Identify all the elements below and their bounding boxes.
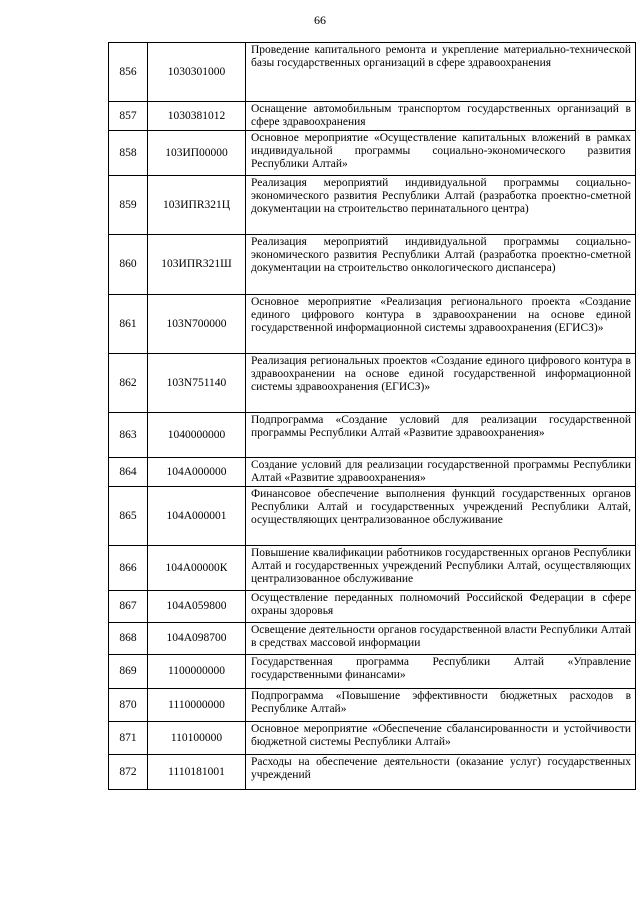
item-name-cell: Финансовое обеспечение выполнения функций государственных органов Республики Алтай и государственных учреждений Республики Алтай, осуществляющих централизованное обслуживание bbox=[246, 487, 636, 546]
table-row bbox=[109, 354, 636, 413]
budget-code-cell: 103ИПR321Ш bbox=[148, 235, 246, 295]
table-row bbox=[109, 102, 636, 131]
table-row bbox=[109, 623, 636, 655]
table-row bbox=[109, 235, 636, 295]
table-row bbox=[109, 458, 636, 487]
table-row bbox=[109, 176, 636, 235]
budget-code-cell: 110100000 bbox=[148, 722, 246, 755]
budget-code-cell: 104А00000К bbox=[148, 546, 246, 591]
row-number-cell: 867 bbox=[109, 591, 148, 623]
budget-code-cell: 104А000001 bbox=[148, 487, 246, 546]
item-name-cell: Основное мероприятие «Осуществление капитальных вложений в рамках индивидуальной программы социально-экономического развития Республики Алтай» bbox=[246, 131, 636, 176]
item-name-cell: Расходы на обеспечение деятельности (оказание услуг) государственных учреждений bbox=[246, 755, 636, 790]
row-number-cell: 863 bbox=[109, 413, 148, 458]
item-name-cell: Государственная программа Республики Алтай «Управление государственными финансами» bbox=[246, 655, 636, 689]
table-row bbox=[109, 591, 636, 623]
item-name-cell: Проведение капитального ремонта и укрепление материально-технической базы государственных организаций в сфере здравоохранения bbox=[246, 43, 636, 102]
table-row bbox=[109, 487, 636, 546]
budget-code-cell: 1110000000 bbox=[148, 689, 246, 722]
row-number-cell: 872 bbox=[109, 755, 148, 790]
table-row bbox=[109, 546, 636, 591]
item-name-cell: Основное мероприятие «Реализация регионального проекта «Создание единого цифрового контура в здравоохранении на основе единой государственной информационной системы здравоохранения (ЕГИСЗ)» bbox=[246, 295, 636, 354]
table-row bbox=[109, 43, 636, 102]
item-name-cell: Освещение деятельности органов государственной власти Республики Алтай в средствах массовой информации bbox=[246, 623, 636, 655]
table-row bbox=[109, 689, 636, 722]
item-name-cell: Повышение квалификации работников государственных органов Республики Алтай и государственных учреждений Республики Алтай, осуществляющих централизованное обслуживание bbox=[246, 546, 636, 591]
budget-code-cell: 103ИПR321Ц bbox=[148, 176, 246, 235]
budget-code-cell: 104А000000 bbox=[148, 458, 246, 487]
row-number-cell: 856 bbox=[109, 43, 148, 102]
row-number-cell: 861 bbox=[109, 295, 148, 354]
row-number-cell: 869 bbox=[109, 655, 148, 689]
item-name-cell: Оснащение автомобильным транспортом государственных организаций в сфере здравоохранения bbox=[246, 102, 636, 131]
row-number-cell: 857 bbox=[109, 102, 148, 131]
budget-code-cell: 1030301000 bbox=[148, 43, 246, 102]
item-name-cell: Основное мероприятие «Обеспечение сбалансированности и устойчивости бюджетной системы Республики Алтай» bbox=[246, 722, 636, 755]
budget-code-cell: 1110181001 bbox=[148, 755, 246, 790]
row-number-cell: 866 bbox=[109, 546, 148, 591]
budget-code-cell: 103N700000 bbox=[148, 295, 246, 354]
budget-code-cell: 104А059800 bbox=[148, 591, 246, 623]
table-row bbox=[109, 413, 636, 458]
row-number-cell: 862 bbox=[109, 354, 148, 413]
row-number-cell: 871 bbox=[109, 722, 148, 755]
budget-classification-table bbox=[108, 42, 636, 790]
budget-code-cell: 1100000000 bbox=[148, 655, 246, 689]
item-name-cell: Реализация мероприятий индивидуальной программы социально-экономического развития Республики Алтай (разработка проектно-сметной документации на строительство перинатального центра) bbox=[246, 176, 636, 235]
row-number-cell: 859 bbox=[109, 176, 148, 235]
table-row bbox=[109, 295, 636, 354]
row-number-cell: 858 bbox=[109, 131, 148, 176]
budget-code-cell: 103N751140 bbox=[148, 354, 246, 413]
row-number-cell: 865 bbox=[109, 487, 148, 546]
item-name-cell: Подпрограмма «Повышение эффективности бюджетных расходов в Республике Алтай» bbox=[246, 689, 636, 722]
item-name-cell: Создание условий для реализации государственной программы Республики Алтай «Развитие здравоохранения» bbox=[246, 458, 636, 487]
row-number-cell: 870 bbox=[109, 689, 148, 722]
budget-code-cell: 104А098700 bbox=[148, 623, 246, 655]
table-row bbox=[109, 755, 636, 790]
table-body bbox=[109, 43, 636, 790]
item-name-cell: Подпрограмма «Создание условий для реализации государственной программы Республики Алтай «Развитие здравоохранения» bbox=[246, 413, 636, 458]
budget-classification-table-container bbox=[108, 42, 636, 790]
row-number-cell: 860 bbox=[109, 235, 148, 295]
table-row bbox=[109, 655, 636, 689]
item-name-cell: Осуществление переданных полномочий Российской Федерации в сфере охраны здоровья bbox=[246, 591, 636, 623]
row-number-cell: 868 bbox=[109, 623, 148, 655]
table-row bbox=[109, 722, 636, 755]
budget-code-cell: 1040000000 bbox=[148, 413, 246, 458]
row-number-cell: 864 bbox=[109, 458, 148, 487]
budget-code-cell: 103ИП00000 bbox=[148, 131, 246, 176]
budget-code-cell: 1030381012 bbox=[148, 102, 246, 131]
table-row bbox=[109, 131, 636, 176]
page-number: 66 bbox=[314, 13, 326, 27]
item-name-cell: Реализация региональных проектов «Создание единого цифрового контура в здравоохранении на основе единой государственной информационной системы здравоохранения (ЕГИСЗ)» bbox=[246, 354, 636, 413]
item-name-cell: Реализация мероприятий индивидуальной программы социально-экономического развития Республики Алтай (разработка проектно-сметной документации на строительство онкологического диспансера) bbox=[246, 235, 636, 295]
